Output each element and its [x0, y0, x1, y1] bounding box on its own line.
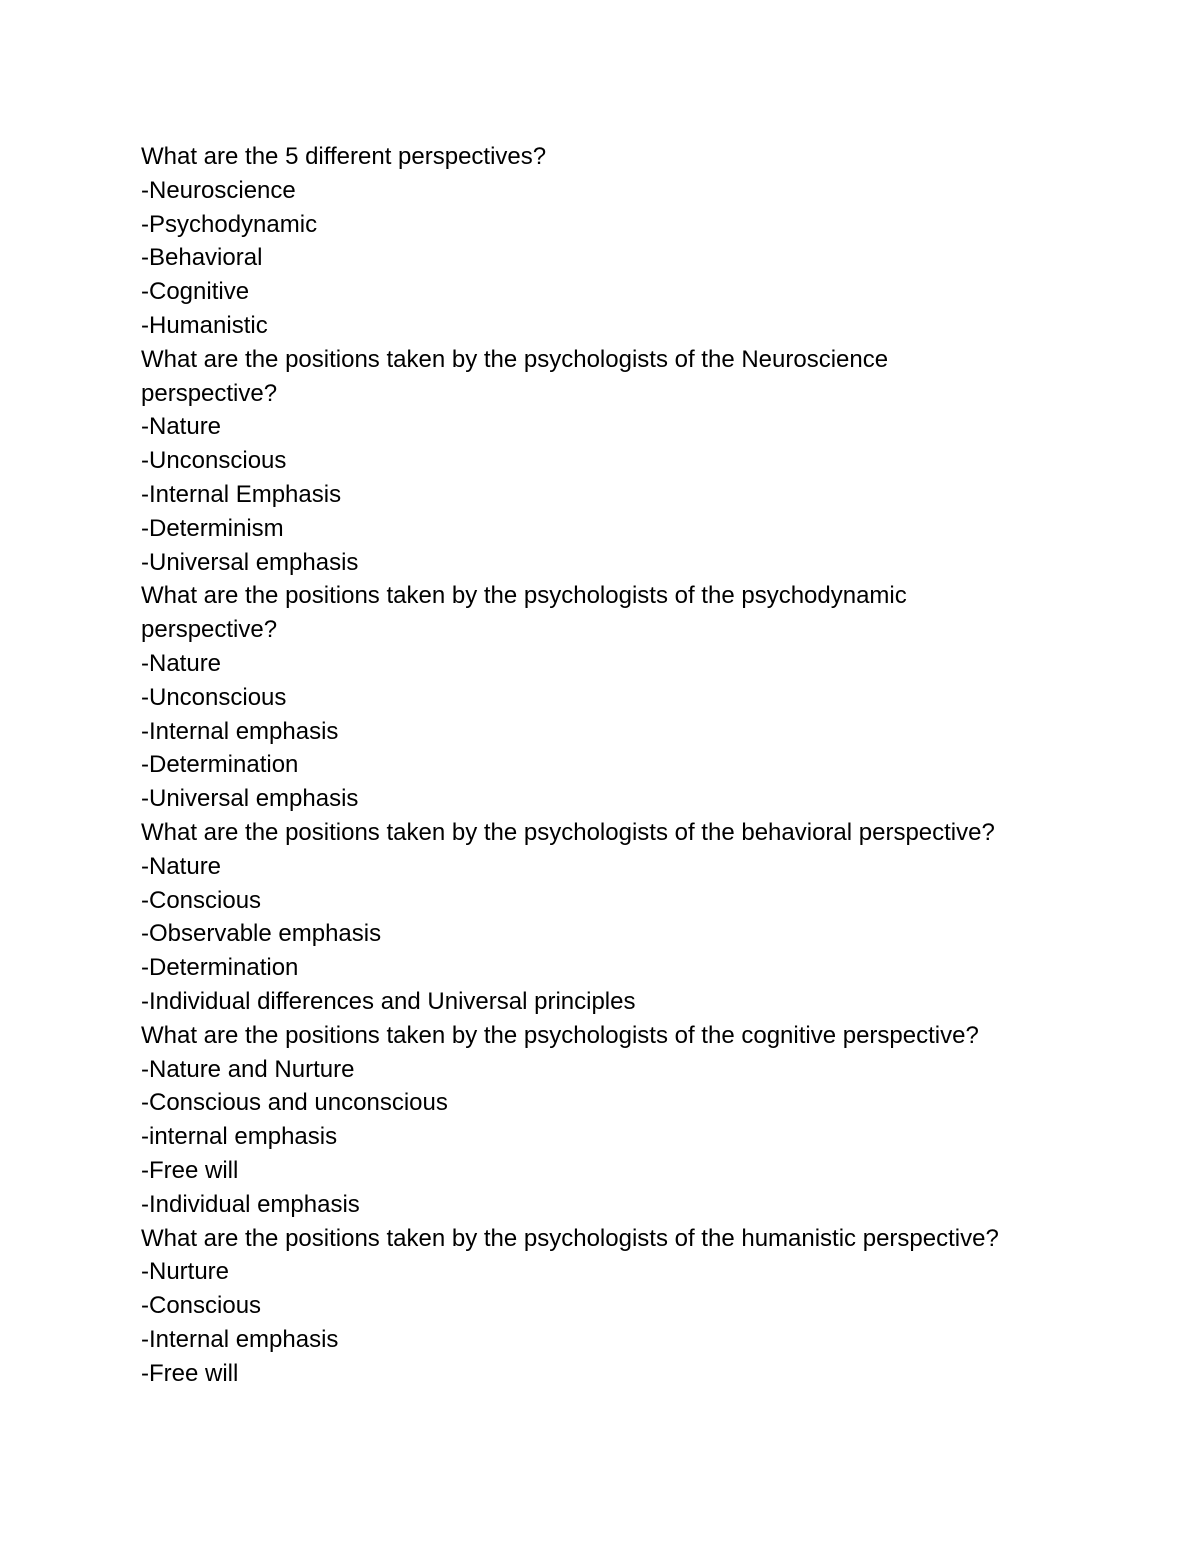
- list-item: -Observable emphasis: [141, 920, 382, 948]
- list-item: -Internal emphasis: [141, 1325, 339, 1353]
- list-item: -Cognitive: [141, 278, 250, 306]
- question-text: What are the positions taken by the psychologists of the psychodynamic: [141, 582, 907, 610]
- list-item: -Free will: [141, 1359, 239, 1387]
- list-item: -Humanistic: [141, 311, 268, 339]
- list-item: -Determination: [141, 751, 299, 779]
- list-item: -Individual emphasis: [141, 1190, 360, 1218]
- list-item: -Nature: [141, 649, 222, 677]
- list-item: -Conscious and unconscious: [141, 1089, 448, 1117]
- list-item: -Unconscious: [141, 447, 287, 475]
- list-item: -Individual differences and Universal principles: [141, 987, 636, 1015]
- list-item: -Nature and Nurture: [141, 1055, 355, 1083]
- list-item: -Universal emphasis: [141, 785, 359, 813]
- list-item: -Unconscious: [141, 683, 287, 711]
- list-item: -internal emphasis: [141, 1123, 338, 1151]
- list-item: -Universal emphasis: [141, 548, 359, 576]
- list-item: -Determination: [141, 954, 299, 982]
- list-item: -Free will: [141, 1156, 239, 1184]
- document-body: [141, 140, 1081, 1390]
- list-item: -Neuroscience: [141, 176, 296, 204]
- list-item: -Nature: [141, 413, 222, 441]
- list-item: -Internal emphasis: [141, 717, 339, 745]
- list-item: -Nature: [141, 852, 222, 880]
- list-item: -Conscious: [141, 886, 262, 914]
- question-text: What are the positions taken by the psychologists of the cognitive perspective?: [141, 1021, 979, 1049]
- list-item: -Internal Emphasis: [141, 480, 342, 508]
- question-text: What are the positions taken by the psychologists of the Neuroscience: [141, 345, 889, 373]
- question-text-continued: perspective?: [141, 379, 278, 407]
- question-text: What are the positions taken by the psychologists of the behavioral perspective?: [141, 818, 995, 846]
- list-item: -Behavioral: [141, 244, 263, 272]
- list-item: -Determinism: [141, 514, 284, 542]
- question-text: What are the 5 different perspectives?: [141, 143, 547, 170]
- question-text-continued: perspective?: [141, 616, 278, 644]
- list-item: -Conscious: [141, 1292, 262, 1320]
- list-item: -Nurture: [141, 1258, 230, 1286]
- question-text: What are the positions taken by the psychologists of the humanistic perspective?: [141, 1224, 999, 1252]
- list-item: -Psychodynamic: [141, 210, 318, 238]
